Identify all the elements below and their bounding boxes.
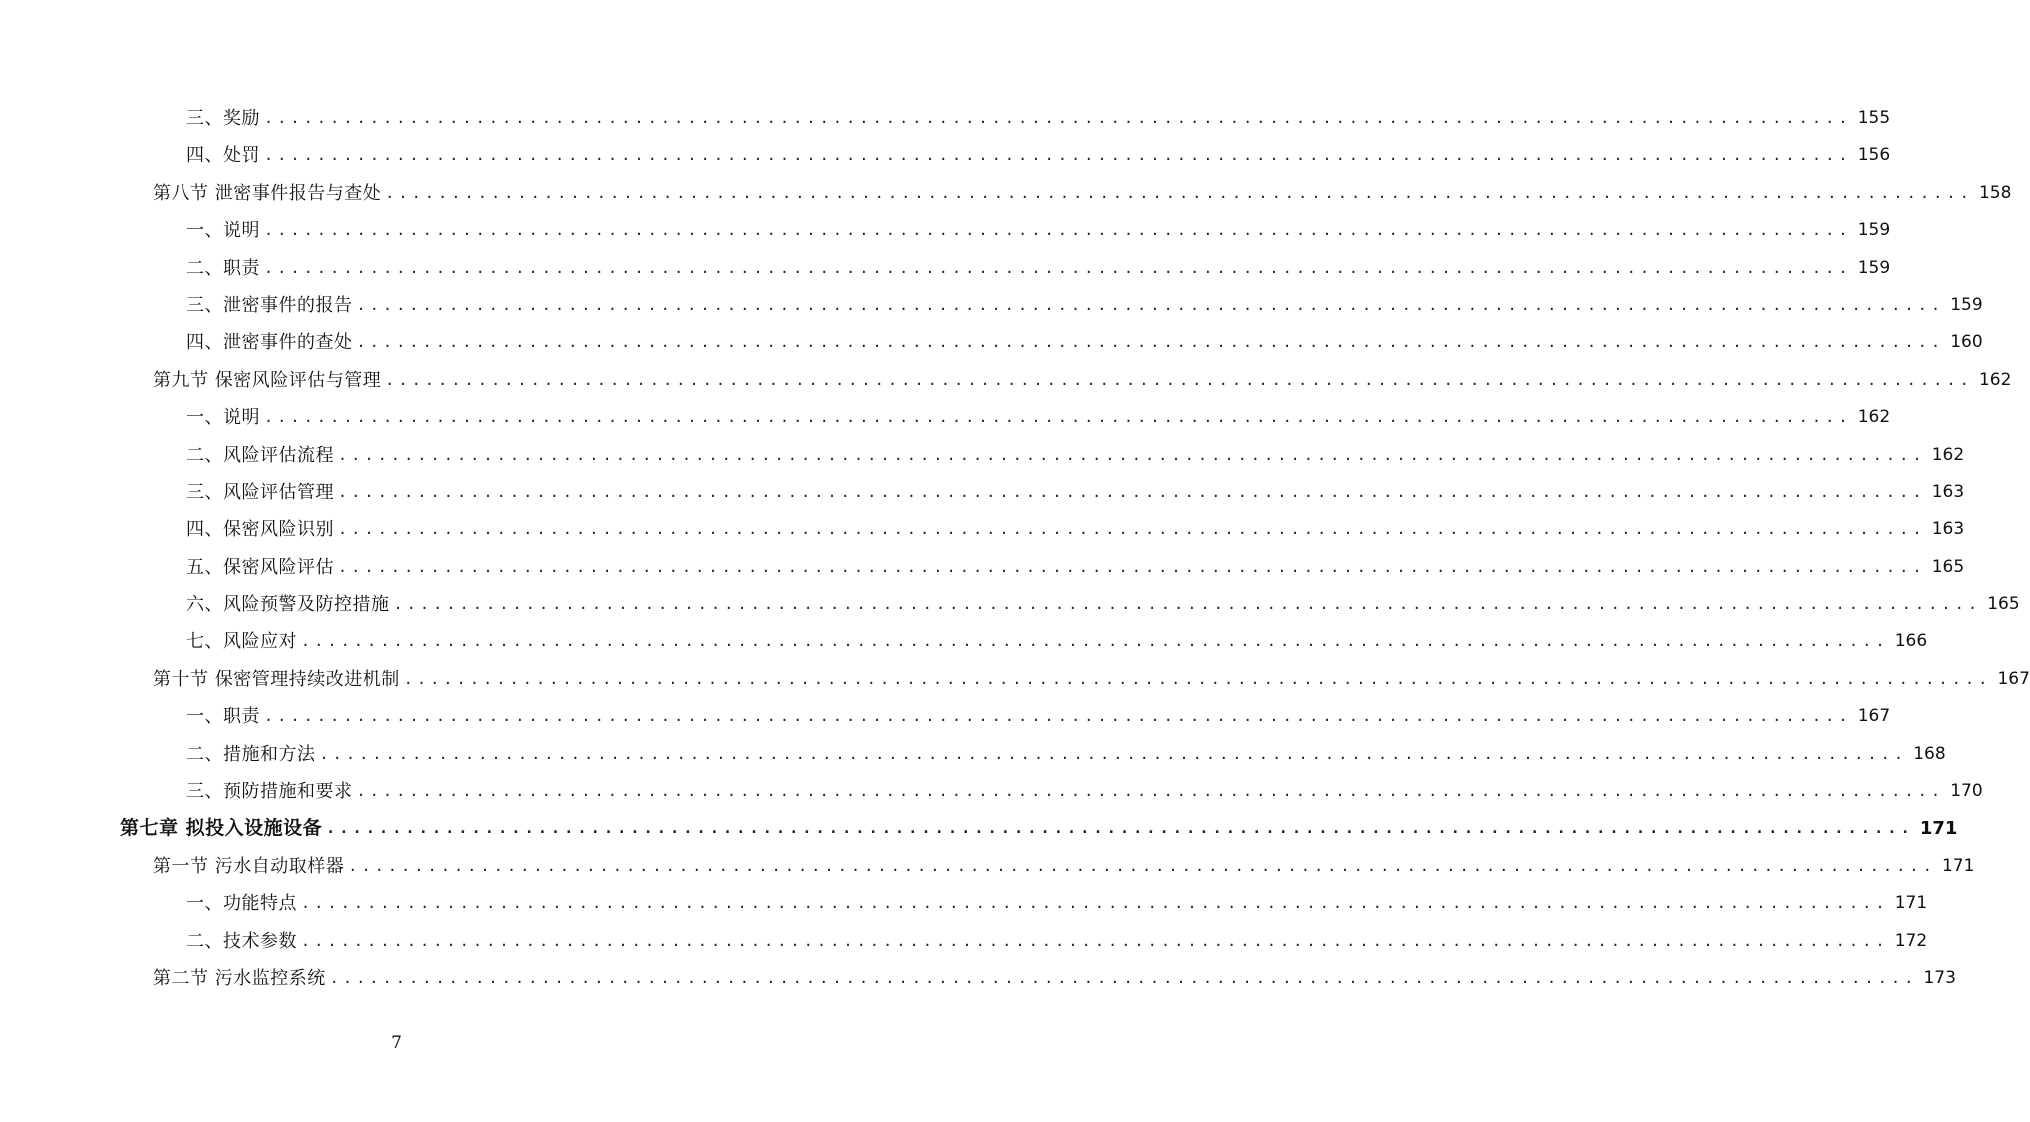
toc-entry-label: 一、说明 — [186, 407, 260, 429]
toc-dot-leader: ........................................................................................................................ — [348, 856, 1936, 875]
toc-subsection-entry[interactable] — [0, 399, 1891, 436]
toc-section-entry[interactable] — [0, 848, 1975, 885]
toc-subsection-entry[interactable] — [0, 885, 1928, 922]
toc-subsection-entry[interactable] — [0, 437, 1965, 474]
toc-dot-leader: ........................................................................................................................ — [301, 931, 1889, 950]
toc-subsection-entry[interactable] — [0, 923, 1928, 960]
toc-subsection-entry[interactable] — [0, 324, 1983, 361]
toc-subsection-entry[interactable] — [0, 250, 1891, 287]
toc-section-entry[interactable] — [0, 362, 2012, 399]
toc-entry-page: 173 — [1923, 967, 1956, 988]
toc-entry-page: 155 — [1857, 108, 1891, 128]
toc-entry-label: 二、风险评估流程 — [186, 444, 334, 466]
toc-dot-leader: ........................................................................................................................ — [329, 968, 1918, 987]
toc-entry-page: 166 — [1894, 631, 1928, 652]
toc-entry-page: 170 — [1950, 781, 1983, 802]
toc-entry-page: 167 — [1857, 706, 1891, 727]
toc-entry-label: 第二节 污水监控系统 — [153, 967, 326, 989]
toc-subsection-entry[interactable] — [0, 549, 1965, 586]
toc-section-entry[interactable] — [0, 960, 1956, 997]
toc-entry-label: 三、泄密事件的报告 — [186, 294, 353, 316]
toc-entry-label: 三、风险评估管理 — [186, 481, 334, 503]
toc-subsection-entry[interactable] — [0, 474, 1965, 511]
toc-entry-page: 165 — [1987, 594, 2020, 615]
toc-dot-leader: ........................................................................................................................ — [319, 744, 1908, 763]
toc-subsection-entry[interactable] — [0, 212, 1891, 249]
table-of-contents — [0, 100, 2030, 997]
toc-entry-label: 一、功能特点 — [186, 893, 297, 915]
toc-entry-label: 三、预防措施和要求 — [186, 781, 353, 803]
toc-entry-page: 159 — [1857, 220, 1891, 241]
toc-entry-page: 156 — [1857, 145, 1891, 166]
toc-dot-leader: ........................................................................................................................ — [326, 819, 1914, 838]
toc-entry-label: 二、措施和方法 — [186, 743, 316, 765]
toc-section-entry[interactable] — [0, 175, 2012, 212]
toc-dot-leader: ........................................................................................................................ — [338, 482, 1926, 501]
toc-entry-label: 一、说明 — [186, 220, 260, 242]
toc-subsection-entry[interactable] — [0, 287, 1983, 324]
toc-dot-leader: ........................................................................................................................ — [301, 894, 1889, 913]
toc-dot-leader: ........................................................................................................................ — [356, 333, 1945, 352]
page-number: 7 — [391, 1033, 402, 1053]
toc-dot-leader: ........................................................................................................................ — [403, 669, 1992, 688]
toc-entry-page: 159 — [1950, 294, 1983, 315]
toc-subsection-entry[interactable] — [0, 736, 1946, 773]
toc-entry-page: 168 — [1913, 743, 1946, 764]
toc-entry-page: 171 — [1941, 855, 1975, 876]
toc-subsection-entry[interactable] — [0, 773, 1983, 810]
toc-dot-leader: ........................................................................................................................ — [356, 782, 1945, 801]
toc-dot-leader: ........................................................................................................................ — [393, 595, 1982, 614]
toc-entry-page: 172 — [1894, 930, 1928, 951]
toc-dot-leader: ........................................................................................................................ — [264, 408, 1852, 427]
toc-entry-label: 二、技术参数 — [186, 930, 297, 952]
toc-entry-label: 四、保密风险识别 — [186, 519, 334, 541]
toc-dot-leader: ........................................................................................................................ — [264, 109, 1852, 127]
toc-subsection-entry[interactable] — [0, 137, 1891, 174]
toc-entry-page: 171 — [1894, 893, 1928, 914]
toc-entry-page: 160 — [1950, 332, 1983, 353]
toc-dot-leader: ........................................................................................................................ — [385, 370, 1973, 389]
toc-dot-leader: ........................................................................................................................ — [264, 221, 1852, 240]
toc-entry-label: 第八节 泄密事件报告与查处 — [153, 182, 382, 204]
toc-subsection-entry[interactable] — [0, 511, 1965, 548]
toc-entry-page: 167 — [1997, 668, 2030, 689]
toc-subsection-entry[interactable] — [0, 698, 1891, 735]
toc-dot-leader: ........................................................................................................................ — [338, 445, 1926, 464]
toc-entry-label: 第七章 拟投入设施设备 — [120, 817, 323, 840]
toc-entry-label: 二、职责 — [186, 257, 260, 279]
toc-entry-label: 第一节 污水自动取样器 — [153, 855, 345, 877]
toc-entry-label: 五、保密风险评估 — [186, 556, 334, 578]
toc-entry-page: 162 — [1857, 407, 1891, 428]
toc-entry-page: 163 — [1931, 519, 1965, 540]
toc-entry-page: 158 — [1978, 182, 2012, 203]
toc-dot-leader: ........................................................................................................................ — [264, 146, 1852, 165]
toc-entry-label: 四、处罚 — [186, 145, 260, 167]
toc-entry-page: 159 — [1857, 257, 1891, 278]
toc-entry-page: 162 — [1931, 444, 1965, 465]
toc-entry-label: 第九节 保密风险评估与管理 — [153, 369, 382, 391]
toc-chapter-entry[interactable] — [0, 810, 1958, 847]
toc-entry-label: 四、泄密事件的查处 — [186, 332, 353, 354]
toc-dot-leader: ........................................................................................................................ — [301, 632, 1889, 651]
toc-subsection-entry[interactable] — [0, 623, 1928, 660]
toc-dot-leader: ........................................................................................................................ — [385, 183, 1973, 202]
toc-entry-label: 六、风险预警及防控措施 — [186, 594, 390, 616]
toc-entry-page: 165 — [1931, 556, 1965, 577]
toc-entry-label: 一、职责 — [186, 706, 260, 728]
toc-entry-label: 七、风险应对 — [186, 631, 297, 653]
toc-dot-leader: ........................................................................................................................ — [356, 295, 1945, 314]
toc-dot-leader: ........................................................................................................................ — [264, 707, 1852, 726]
toc-dot-leader: ........................................................................................................................ — [264, 258, 1852, 277]
toc-entry-page: 171 — [1919, 818, 1958, 840]
toc-entry-label: 第十节 保密管理持续改进机制 — [153, 668, 400, 690]
toc-subsection-entry[interactable] — [0, 100, 1891, 137]
toc-subsection-entry[interactable] — [0, 586, 2020, 623]
toc-dot-leader: ........................................................................................................................ — [338, 520, 1926, 539]
toc-dot-leader: ........................................................................................................................ — [338, 557, 1926, 576]
toc-entry-page: 162 — [1978, 369, 2012, 390]
toc-entry-label: 三、奖励 — [186, 108, 260, 129]
toc-entry-page: 163 — [1931, 481, 1965, 502]
toc-section-entry[interactable] — [0, 661, 2030, 698]
